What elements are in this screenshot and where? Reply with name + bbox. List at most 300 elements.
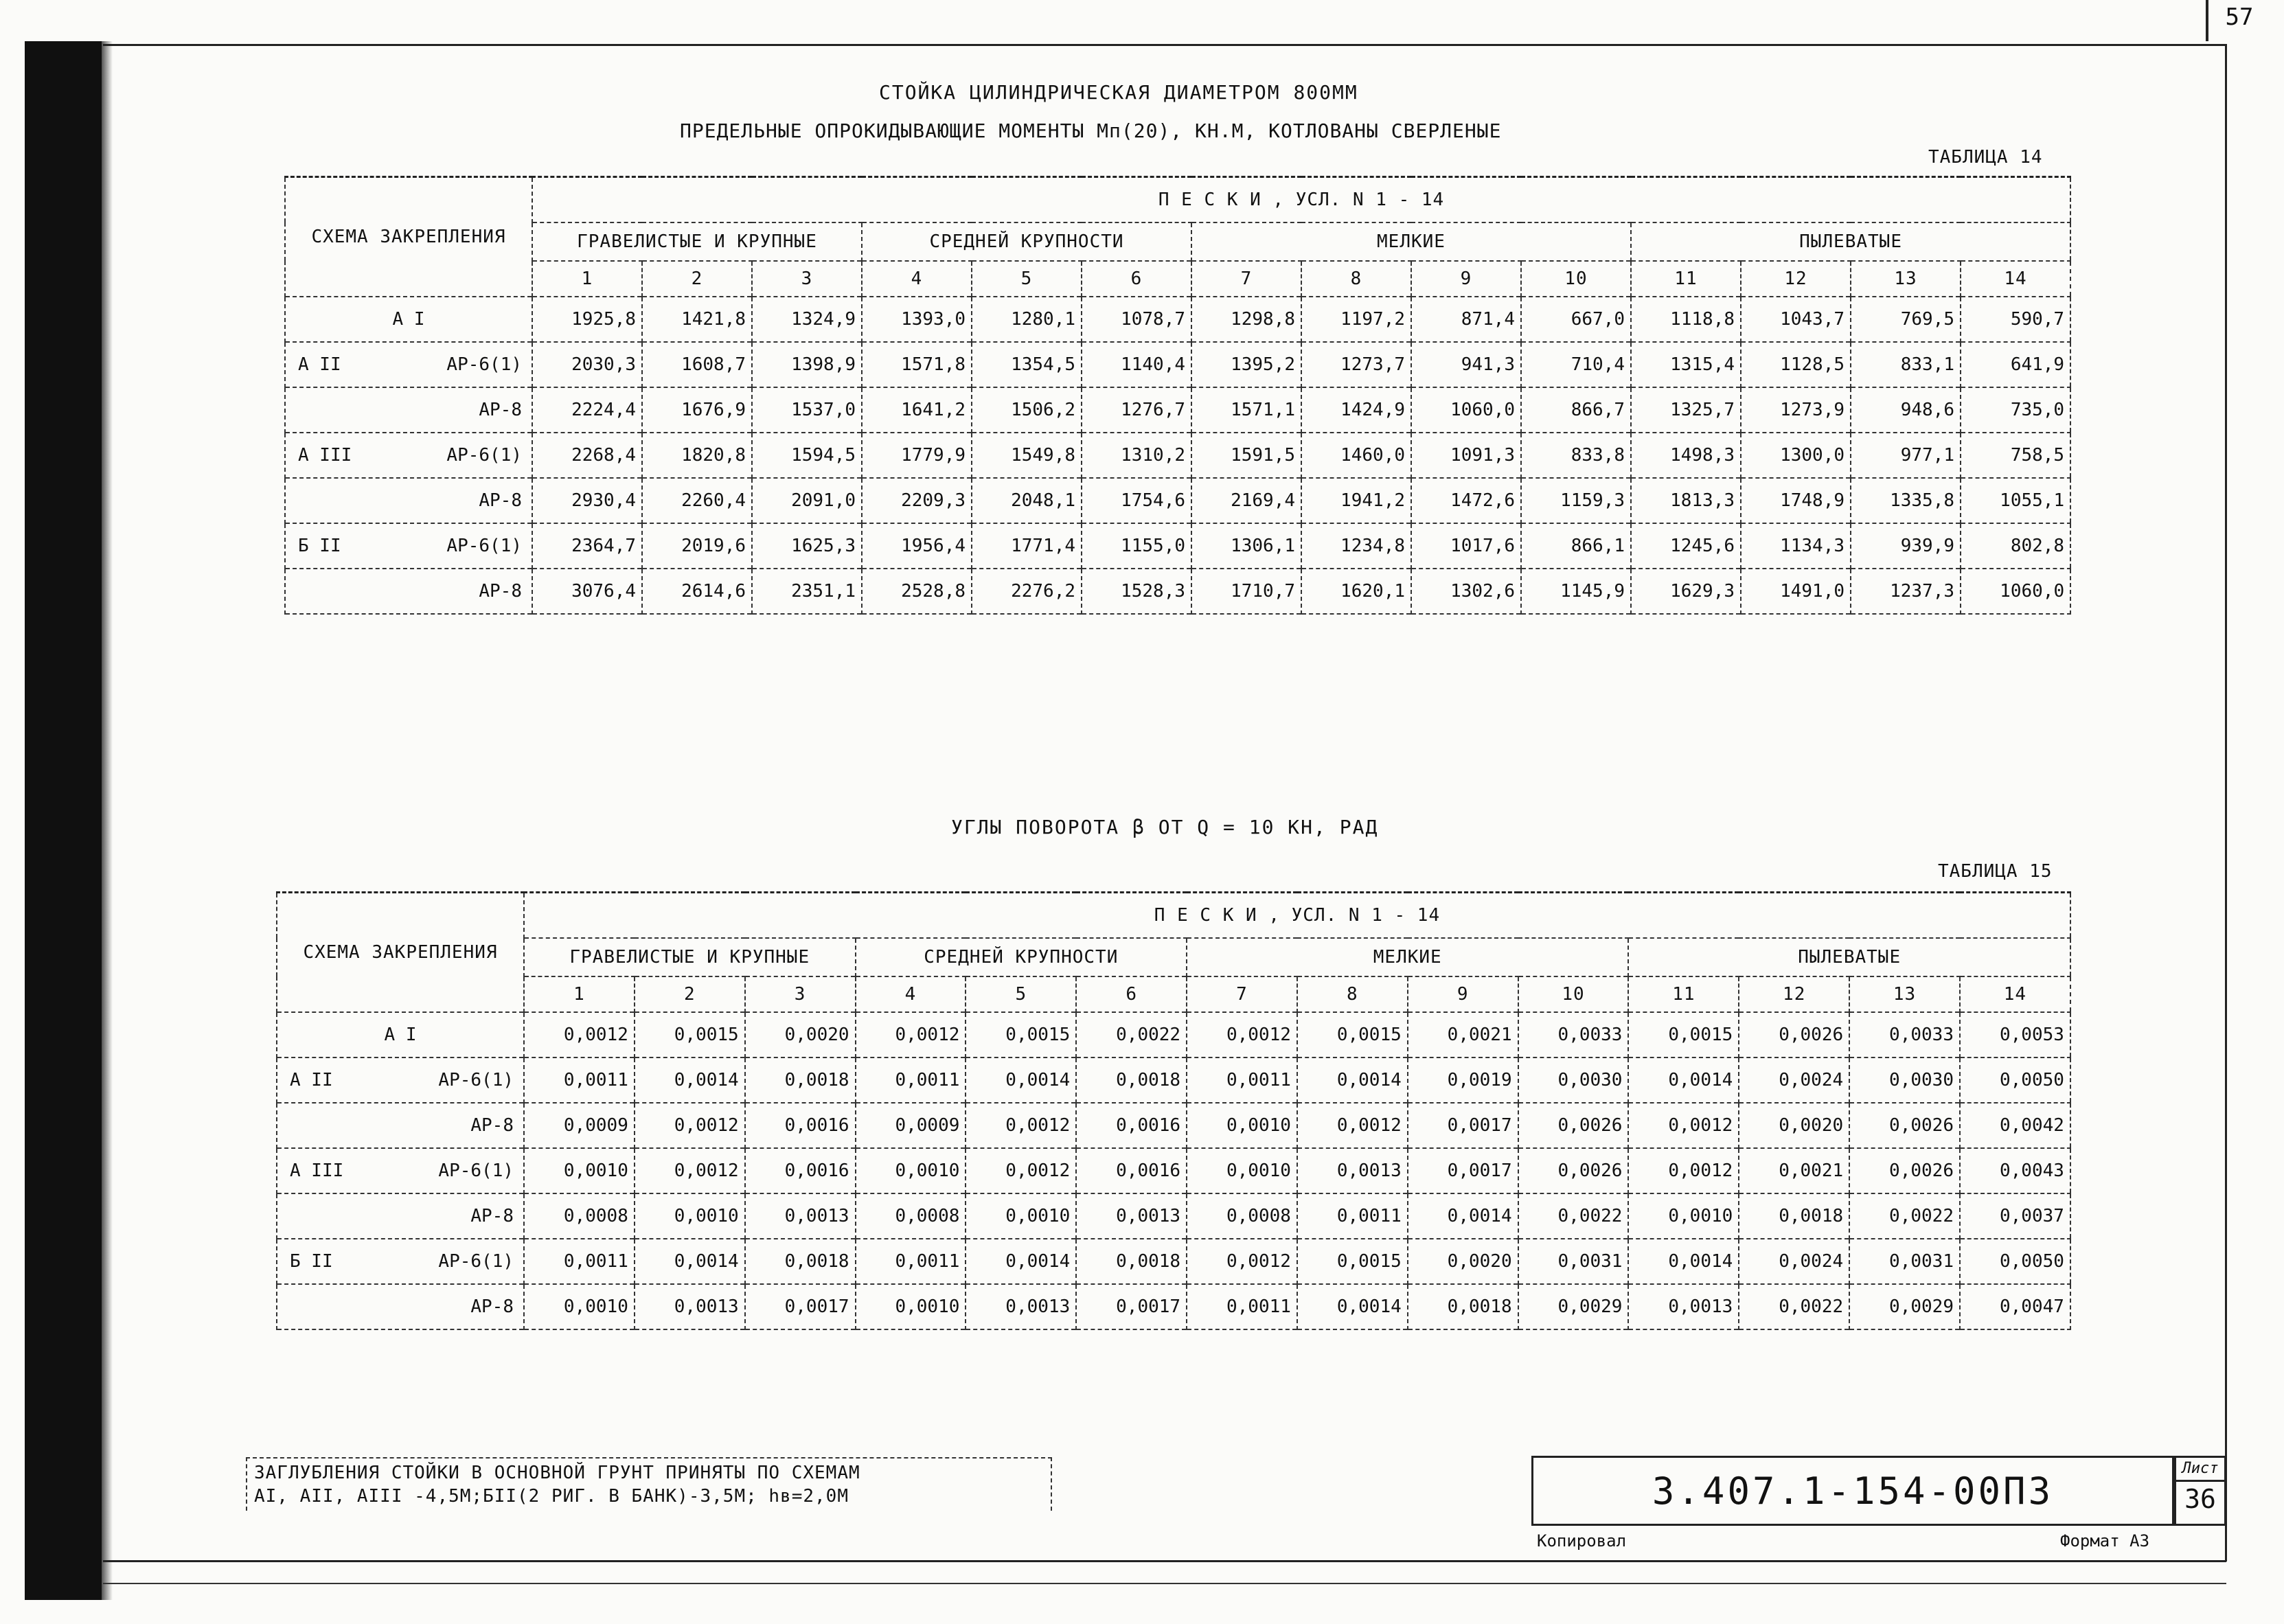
value-cell: 2930,4	[532, 478, 642, 523]
value-cell: 948,6	[1851, 387, 1961, 433]
value-cell: 1395,2	[1191, 342, 1301, 387]
scheme-cell	[277, 1239, 524, 1284]
column-number: 7	[1187, 976, 1297, 1012]
binding-strip	[25, 41, 106, 1600]
column-number: 9	[1411, 261, 1521, 297]
value-cell: 1424,9	[1301, 387, 1411, 433]
value-cell: 0,0012	[1297, 1103, 1408, 1148]
value-cell: 1472,6	[1411, 478, 1521, 523]
value-cell: 0,0010	[635, 1193, 745, 1239]
column-number: 4	[862, 261, 972, 297]
value-cell: 1608,7	[642, 342, 752, 387]
value-cell: 0,0011	[524, 1239, 635, 1284]
scheme-cell	[285, 478, 532, 523]
value-cell: 0,0026	[1518, 1103, 1629, 1148]
value-cell: 0,0026	[1739, 1012, 1849, 1057]
value-cell: 0,0014	[635, 1057, 745, 1103]
column-number: 10	[1518, 976, 1629, 1012]
value-cell: 0,0042	[1960, 1103, 2070, 1148]
value-cell: 1159,3	[1521, 478, 1631, 523]
column-number: 3	[745, 976, 856, 1012]
value-cell: 0,0018	[1076, 1057, 1187, 1103]
value-cell: 0,0011	[856, 1239, 966, 1284]
scheme-cell	[285, 342, 532, 387]
value-cell: 0,0029	[1518, 1284, 1629, 1329]
value-cell: 1145,9	[1521, 569, 1631, 614]
soil-header: П Е С К И , УСЛ. N 1 - 14	[524, 893, 2070, 938]
table15	[276, 891, 2071, 1330]
scheme-variant: АР-6(1)	[446, 444, 522, 466]
table14-subtitle: ПРЕДЕЛЬНЫЕ ОПРОКИДЫВАЮЩИЕ МОМЕНТЫ Мп(20), КН.М, КОТЛОВАНЫ СВЕРЛЕНЫЕ	[680, 119, 1502, 142]
value-cell: 0,0010	[966, 1193, 1076, 1239]
format-label: Формат А3	[2060, 1531, 2150, 1551]
scheme-cell	[277, 1103, 524, 1148]
value-cell: 1491,0	[1741, 569, 1851, 614]
value-cell: 0,0019	[1408, 1057, 1518, 1103]
value-cell: 0,0012	[1628, 1148, 1739, 1193]
value-cell: 2364,7	[532, 523, 642, 569]
soil-header: П Е С К И , УСЛ. N 1 - 14	[532, 177, 2070, 222]
value-cell: 0,0018	[1739, 1193, 1849, 1239]
column-number: 5	[966, 976, 1076, 1012]
value-cell: 0,0010	[856, 1284, 966, 1329]
value-cell: 0,0011	[1187, 1284, 1297, 1329]
value-cell: 866,7	[1521, 387, 1631, 433]
scheme-group: Б II	[290, 1250, 333, 1272]
value-cell: 0,0014	[966, 1239, 1076, 1284]
value-cell: 1273,9	[1741, 387, 1851, 433]
value-cell: 1625,3	[752, 523, 862, 569]
value-cell: 1234,8	[1301, 523, 1411, 569]
value-cell: 0,0020	[745, 1012, 856, 1057]
table14-label: ТАБЛИЦА 14	[1928, 147, 2043, 168]
value-cell: 0,0010	[1187, 1148, 1297, 1193]
value-cell: 0,0026	[1518, 1148, 1629, 1193]
depth-note	[246, 1457, 1052, 1511]
value-cell: 0,0011	[524, 1057, 635, 1103]
document-code: 3.407.1-154-00П3	[1531, 1456, 2174, 1526]
scheme-variant: АР-8	[479, 490, 522, 511]
binding-shadow	[102, 41, 113, 1600]
value-cell: 1591,5	[1191, 433, 1301, 478]
value-cell: 0,0050	[1960, 1057, 2070, 1103]
value-cell: 1941,2	[1301, 478, 1411, 523]
value-cell: 0,0009	[856, 1103, 966, 1148]
value-cell: 0,0015	[1297, 1239, 1408, 1284]
value-cell: 1421,8	[642, 297, 752, 342]
value-cell: 1641,2	[862, 387, 972, 433]
scheme-cell	[277, 1284, 524, 1329]
value-cell: 1306,1	[1191, 523, 1301, 569]
table-row	[285, 387, 2070, 433]
value-cell: 1460,0	[1301, 433, 1411, 478]
group-header: СРЕДНЕЙ КРУПНОСТИ	[862, 222, 1191, 261]
table-row	[285, 569, 2070, 614]
value-cell: 2528,8	[862, 569, 972, 614]
value-cell: 0,0022	[1076, 1012, 1187, 1057]
value-cell: 0,0017	[1408, 1148, 1518, 1193]
value-cell: 1140,4	[1082, 342, 1191, 387]
value-cell: 1276,7	[1082, 387, 1191, 433]
scheme-group: А II	[290, 1069, 333, 1090]
value-cell: 1771,4	[972, 523, 1082, 569]
value-cell: 0,0017	[745, 1284, 856, 1329]
value-cell: 0,0018	[1408, 1284, 1518, 1329]
note-line: ЗАГЛУБЛЕНИЯ СТОЙКИ В ОСНОВНОЙ ГРУНТ ПРИНЯТЫ ПО СХЕМАМ	[254, 1463, 860, 1483]
sheet-number: 36	[2184, 1484, 2216, 1514]
value-cell: 3076,4	[532, 569, 642, 614]
column-number: 9	[1408, 976, 1518, 1012]
scheme-cell	[285, 297, 532, 342]
column-number: 13	[1851, 261, 1961, 297]
value-cell: 1325,7	[1631, 387, 1741, 433]
scheme-label: А I	[392, 308, 425, 330]
table15-subtitle: УГЛЫ ПОВОРОТА β ОТ Q = 10 КН, РАД	[951, 816, 1379, 838]
value-cell: 1335,8	[1851, 478, 1961, 523]
copied-label: Копировал	[1537, 1531, 1627, 1551]
value-cell: 2048,1	[972, 478, 1082, 523]
value-cell: 0,0013	[966, 1284, 1076, 1329]
value-cell: 1043,7	[1741, 297, 1851, 342]
value-cell: 2260,4	[642, 478, 752, 523]
value-cell: 0,0012	[966, 1148, 1076, 1193]
value-cell: 1078,7	[1082, 297, 1191, 342]
value-cell: 1506,2	[972, 387, 1082, 433]
value-cell: 769,5	[1851, 297, 1961, 342]
value-cell: 0,0014	[1628, 1057, 1739, 1103]
value-cell: 0,0014	[1297, 1284, 1408, 1329]
scheme-cell	[277, 1012, 524, 1057]
scheme-variant: АР-6(1)	[438, 1069, 514, 1090]
value-cell: 641,9	[1961, 342, 2070, 387]
value-cell: 1315,4	[1631, 342, 1741, 387]
value-cell: 2276,2	[972, 569, 1082, 614]
scheme-cell	[285, 433, 532, 478]
value-cell: 1091,3	[1411, 433, 1521, 478]
column-number: 1	[532, 261, 642, 297]
value-cell: 1629,3	[1631, 569, 1741, 614]
table-row	[285, 297, 2070, 342]
value-cell: 0,0020	[1739, 1103, 1849, 1148]
value-cell: 0,0017	[1076, 1284, 1187, 1329]
value-cell: 1748,9	[1741, 478, 1851, 523]
value-cell: 1310,2	[1082, 433, 1191, 478]
scheme-cell	[277, 1148, 524, 1193]
column-number: 6	[1082, 261, 1191, 297]
scheme-cell	[277, 1193, 524, 1239]
scheme-variant: АР-6(1)	[438, 1250, 514, 1272]
sheet-number-top: 57	[2206, 0, 2270, 41]
value-cell: 0,0012	[1187, 1012, 1297, 1057]
value-cell: 0,0014	[1408, 1193, 1518, 1239]
value-cell: 1300,0	[1741, 433, 1851, 478]
value-cell: 0,0009	[524, 1103, 635, 1148]
column-number: 14	[1960, 976, 2070, 1012]
table-row	[277, 1103, 2070, 1148]
value-cell: 0,0024	[1739, 1239, 1849, 1284]
value-cell: 0,0017	[1408, 1103, 1518, 1148]
value-cell: 0,0029	[1849, 1284, 1960, 1329]
value-cell: 0,0050	[1960, 1239, 2070, 1284]
value-cell: 1155,0	[1082, 523, 1191, 569]
page-title: СТОЙКА ЦИЛИНДРИЧЕСКАЯ ДИАМЕТРОМ 800ММ	[879, 81, 1358, 104]
value-cell: 977,1	[1851, 433, 1961, 478]
value-cell: 0,0018	[745, 1057, 856, 1103]
column-number: 6	[1076, 976, 1187, 1012]
scheme-group: А III	[290, 1160, 344, 1181]
value-cell: 1620,1	[1301, 569, 1411, 614]
value-cell: 1537,0	[752, 387, 862, 433]
value-cell: 735,0	[1961, 387, 2070, 433]
value-cell: 590,7	[1961, 297, 2070, 342]
value-cell: 0,0011	[856, 1057, 966, 1103]
value-cell: 0,0012	[966, 1103, 1076, 1148]
value-cell: 2351,1	[752, 569, 862, 614]
value-cell: 0,0014	[966, 1057, 1076, 1103]
value-cell: 1571,8	[862, 342, 972, 387]
value-cell: 1594,5	[752, 433, 862, 478]
value-cell: 1813,3	[1631, 478, 1741, 523]
value-cell: 0,0013	[635, 1284, 745, 1329]
value-cell: 1118,8	[1631, 297, 1741, 342]
column-number: 10	[1521, 261, 1631, 297]
scheme-variant: АР-6(1)	[446, 354, 522, 375]
value-cell: 1134,3	[1741, 523, 1851, 569]
value-cell: 0,0012	[1187, 1239, 1297, 1284]
table15-label: ТАБЛИЦА 15	[1938, 861, 2053, 882]
value-cell: 1128,5	[1741, 342, 1851, 387]
value-cell: 0,0008	[1187, 1193, 1297, 1239]
value-cell: 0,0012	[856, 1012, 966, 1057]
table-row	[277, 1057, 2070, 1103]
table-row	[285, 433, 2070, 478]
group-header: МЕЛКИЕ	[1187, 938, 1628, 976]
value-cell: 866,1	[1521, 523, 1631, 569]
value-cell: 0,0037	[1960, 1193, 2070, 1239]
note-line: АI, АII, АIII -4,5М;БII(2 РИГ. В БАНК)-3,5М; hв=2,0М	[254, 1486, 849, 1507]
value-cell: 1060,0	[1961, 569, 2070, 614]
value-cell: 0,0022	[1849, 1193, 1960, 1239]
scheme-header: СХЕМА ЗАКРЕПЛЕНИЯ	[277, 893, 524, 1012]
value-cell: 0,0016	[1076, 1148, 1187, 1193]
value-cell: 0,0022	[1518, 1193, 1629, 1239]
group-header: СРЕДНЕЙ КРУПНОСТИ	[856, 938, 1187, 976]
value-cell: 2268,4	[532, 433, 642, 478]
value-cell: 0,0013	[1076, 1193, 1187, 1239]
value-cell: 0,0014	[1628, 1239, 1739, 1284]
value-cell: 1956,4	[862, 523, 972, 569]
value-cell: 1398,9	[752, 342, 862, 387]
frame-top	[103, 44, 2226, 46]
scheme-variant: АР-8	[470, 1296, 514, 1317]
scheme-header: СХЕМА ЗАКРЕПЛЕНИЯ	[285, 177, 532, 297]
value-cell: 0,0015	[1628, 1012, 1739, 1057]
table14	[284, 176, 2071, 615]
value-cell: 758,5	[1961, 433, 2070, 478]
value-cell: 1571,1	[1191, 387, 1301, 433]
value-cell: 1754,6	[1082, 478, 1191, 523]
value-cell: 2169,4	[1191, 478, 1301, 523]
value-cell: 1237,3	[1851, 569, 1961, 614]
table-row	[277, 1012, 2070, 1057]
value-cell: 0,0012	[1628, 1103, 1739, 1148]
value-cell: 0,0016	[745, 1103, 856, 1148]
scheme-variant: АР-8	[470, 1114, 514, 1136]
group-header: ГРАВЕЛИСТЫЕ И КРУПНЫЕ	[524, 938, 856, 976]
value-cell: 1820,8	[642, 433, 752, 478]
value-cell: 1925,8	[532, 297, 642, 342]
value-cell: 1528,3	[1082, 569, 1191, 614]
scheme-group: А III	[298, 444, 352, 466]
scheme-variant: АР-6(1)	[438, 1160, 514, 1181]
value-cell: 0,0010	[856, 1148, 966, 1193]
value-cell: 1676,9	[642, 387, 752, 433]
value-cell: 1779,9	[862, 433, 972, 478]
value-cell: 0,0014	[635, 1239, 745, 1284]
scheme-cell	[285, 569, 532, 614]
value-cell: 1245,6	[1631, 523, 1741, 569]
value-cell: 0,0030	[1849, 1057, 1960, 1103]
value-cell: 0,0012	[524, 1012, 635, 1057]
column-number: 12	[1741, 261, 1851, 297]
scheme-variant: АР-8	[470, 1205, 514, 1226]
frame-right	[2225, 44, 2227, 1562]
column-number: 11	[1631, 261, 1741, 297]
value-cell: 0,0010	[1187, 1103, 1297, 1148]
scheme-cell	[277, 1057, 524, 1103]
value-cell: 0,0012	[635, 1148, 745, 1193]
table-row	[285, 342, 2070, 387]
value-cell: 0,0013	[745, 1193, 856, 1239]
value-cell: 0,0008	[856, 1193, 966, 1239]
column-number: 2	[642, 261, 752, 297]
scheme-label: А I	[384, 1024, 417, 1045]
value-cell: 0,0024	[1739, 1057, 1849, 1103]
value-cell: 1280,1	[972, 297, 1082, 342]
value-cell: 0,0010	[524, 1148, 635, 1193]
table-row	[277, 1148, 2070, 1193]
table-row	[285, 523, 2070, 569]
column-number: 4	[856, 976, 966, 1012]
value-cell: 0,0043	[1960, 1148, 2070, 1193]
value-cell: 2224,4	[532, 387, 642, 433]
scheme-cell	[285, 523, 532, 569]
column-number: 7	[1191, 261, 1301, 297]
scheme-cell	[285, 387, 532, 433]
value-cell: 0,0047	[1960, 1284, 2070, 1329]
value-cell: 0,0030	[1518, 1057, 1629, 1103]
group-header: ПЫЛЕВАТЫЕ	[1631, 222, 2070, 261]
table-row	[285, 478, 2070, 523]
value-cell: 0,0011	[1297, 1193, 1408, 1239]
column-number: 11	[1628, 976, 1739, 1012]
column-number: 13	[1849, 976, 1960, 1012]
value-cell: 0,0033	[1518, 1012, 1629, 1057]
column-number: 8	[1297, 976, 1408, 1012]
sheet-box	[2174, 1456, 2226, 1526]
value-cell: 1498,3	[1631, 433, 1741, 478]
group-header: МЕЛКИЕ	[1191, 222, 1631, 261]
value-cell: 939,9	[1851, 523, 1961, 569]
value-cell: 1273,7	[1301, 342, 1411, 387]
value-cell: 833,1	[1851, 342, 1961, 387]
scheme-group: А II	[298, 354, 341, 375]
value-cell: 1298,8	[1191, 297, 1301, 342]
value-cell: 833,8	[1521, 433, 1631, 478]
value-cell: 2209,3	[862, 478, 972, 523]
column-number: 1	[524, 976, 635, 1012]
value-cell: 2030,3	[532, 342, 642, 387]
scheme-variant: АР-8	[479, 580, 522, 602]
table-row	[277, 1193, 2070, 1239]
value-cell: 0,0053	[1960, 1012, 2070, 1057]
value-cell: 941,3	[1411, 342, 1521, 387]
column-number: 5	[972, 261, 1082, 297]
value-cell: 2019,6	[642, 523, 752, 569]
value-cell: 0,0033	[1849, 1012, 1960, 1057]
sheet-label: Лист	[2176, 1458, 2224, 1482]
value-cell: 1710,7	[1191, 569, 1301, 614]
value-cell: 0,0022	[1739, 1284, 1849, 1329]
group-header: ПЫЛЕВАТЫЕ	[1628, 938, 2070, 976]
column-number: 3	[752, 261, 862, 297]
value-cell: 0,0010	[524, 1284, 635, 1329]
value-cell: 0,0021	[1739, 1148, 1849, 1193]
column-number: 14	[1961, 261, 2070, 297]
value-cell: 1017,6	[1411, 523, 1521, 569]
value-cell: 1549,8	[972, 433, 1082, 478]
value-cell: 0,0031	[1849, 1239, 1960, 1284]
scheme-variant: АР-8	[479, 399, 522, 420]
value-cell: 0,0012	[635, 1103, 745, 1148]
value-cell: 667,0	[1521, 297, 1631, 342]
value-cell: 1060,0	[1411, 387, 1521, 433]
frame-bottom	[103, 1560, 2226, 1562]
table-row	[277, 1284, 2070, 1329]
value-cell: 1055,1	[1961, 478, 2070, 523]
value-cell: 802,8	[1961, 523, 2070, 569]
value-cell: 0,0026	[1849, 1103, 1960, 1148]
value-cell: 2614,6	[642, 569, 752, 614]
value-cell: 1324,9	[752, 297, 862, 342]
value-cell: 1393,0	[862, 297, 972, 342]
value-cell: 1302,6	[1411, 569, 1521, 614]
value-cell: 0,0018	[1076, 1239, 1187, 1284]
column-number: 12	[1739, 976, 1849, 1012]
value-cell: 0,0021	[1408, 1012, 1518, 1057]
value-cell: 0,0015	[1297, 1012, 1408, 1057]
value-cell: 1354,5	[972, 342, 1082, 387]
value-cell: 0,0010	[1628, 1193, 1739, 1239]
value-cell: 0,0014	[1297, 1057, 1408, 1103]
value-cell: 0,0008	[524, 1193, 635, 1239]
scheme-group: Б II	[298, 535, 341, 556]
value-cell: 0,0020	[1408, 1239, 1518, 1284]
column-number: 8	[1301, 261, 1411, 297]
value-cell: 0,0013	[1628, 1284, 1739, 1329]
value-cell: 871,4	[1411, 297, 1521, 342]
frame-bottom-outer	[103, 1583, 2226, 1584]
value-cell: 0,0011	[1187, 1057, 1297, 1103]
value-cell: 0,0026	[1849, 1148, 1960, 1193]
value-cell: 0,0031	[1518, 1239, 1629, 1284]
scheme-variant: АР-6(1)	[446, 535, 522, 556]
value-cell: 1197,2	[1301, 297, 1411, 342]
value-cell: 0,0018	[745, 1239, 856, 1284]
value-cell: 0,0015	[966, 1012, 1076, 1057]
value-cell: 0,0013	[1297, 1148, 1408, 1193]
column-number: 2	[635, 976, 745, 1012]
